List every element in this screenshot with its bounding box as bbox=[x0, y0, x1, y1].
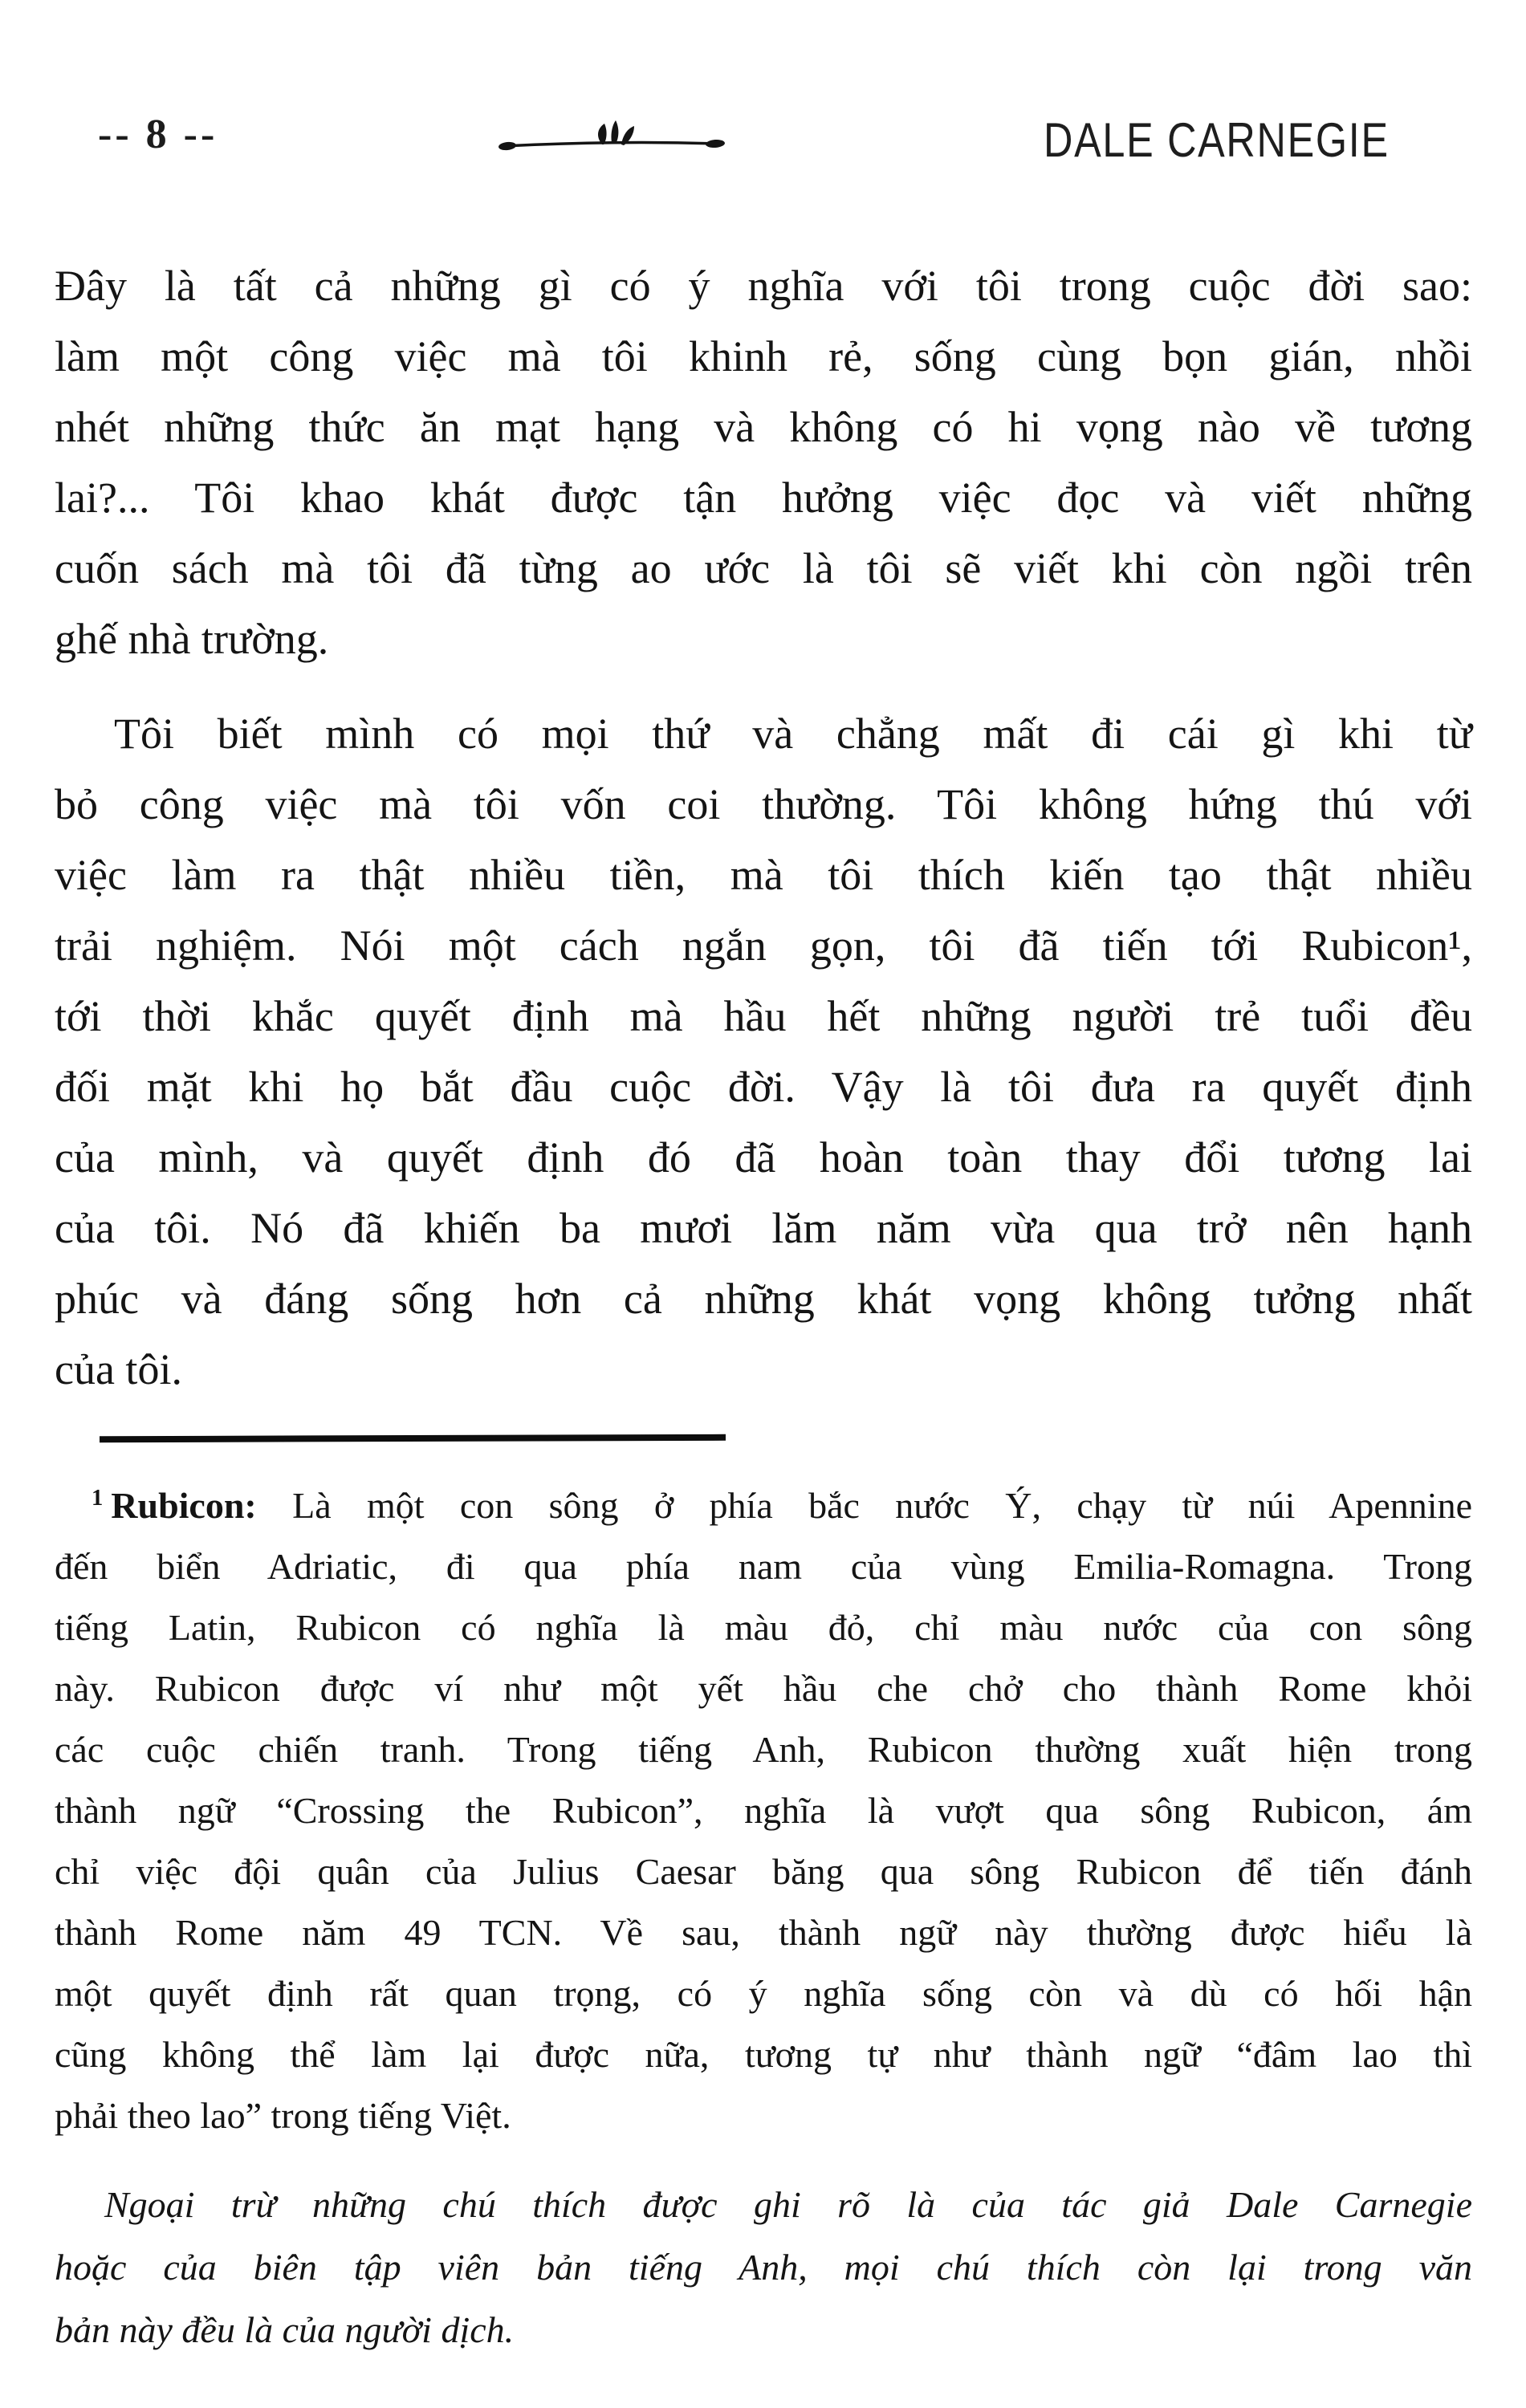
footnote-first-line-text: Là một con sông ở phía bắc nước Ý, chạy từ núi Apennine bbox=[256, 1485, 1472, 1526]
footnote-first-line bbox=[55, 1475, 1472, 1536]
text-line: làm một công việc mà tôi khinh rẻ, sống cùng bọn gián, nhồi bbox=[55, 332, 1472, 380]
text-line: Đây là tất cả những gì có ý nghĩa với tôi trong cuộc đời sao: bbox=[55, 262, 1472, 310]
text-line: bỏ công việc mà tôi vốn coi thường. Tôi không hứng thú với bbox=[55, 780, 1472, 828]
text-line: phải theo lao” trong tiếng Việt. bbox=[55, 2095, 511, 2136]
text-line: Ngoại trừ những chú thích được ghi rõ là của tác giả Dale Carnegie bbox=[104, 2184, 1472, 2225]
text-line: của tôi. bbox=[55, 1345, 182, 1393]
text-line: tiếng Latin, Rubicon có nghĩa là màu đỏ, chỉ màu nước của con sông bbox=[55, 1607, 1472, 1648]
paragraph-2 bbox=[55, 698, 1472, 1405]
text-line: đến biển Adriatic, đi qua phía nam của vùng Emilia-Romagna. Trong bbox=[55, 1546, 1472, 1587]
text-line: các cuộc chiến tranh. Trong tiếng Anh, Rubicon thường xuất hiện trong bbox=[55, 1729, 1472, 1770]
paragraph-1 bbox=[55, 250, 1472, 674]
text-line: một quyết định rất quan trọng, có ý nghĩa sống còn và dù có hối hận bbox=[55, 1973, 1472, 2014]
author-running-head: DALE CARNEGIE bbox=[1044, 113, 1390, 167]
translator-note bbox=[55, 2174, 1472, 2361]
divider-ornament-icon bbox=[496, 119, 729, 161]
footnote bbox=[55, 1475, 1472, 2146]
text-line: bản này đều là của người dịch. bbox=[55, 2309, 515, 2350]
text-column bbox=[55, 250, 1472, 2361]
text-line: lai?... Tôi khao khát được tận hưởng việc đọc và viết những bbox=[55, 474, 1472, 522]
text-line: cũng không thể làm lại được nữa, tương tự như thành ngữ “đâm lao thì bbox=[55, 2034, 1472, 2075]
text-line: trải nghiệm. Nói một cách ngắn gọn, tôi đã tiến tới Rubicon¹, bbox=[55, 921, 1472, 970]
text-line: chỉ việc đội quân của Julius Caesar băng qua sông Rubicon để tiến đánh bbox=[55, 1851, 1472, 1892]
text-line: của mình, và quyết định đó đã hoàn toàn thay đổi tương lai bbox=[55, 1133, 1472, 1182]
text-line: Tôi biết mình có mọi thứ và chẳng mất đi cái gì khi từ bbox=[114, 710, 1472, 758]
page-header bbox=[0, 0, 1526, 209]
text-line: nhét những thức ăn mạt hạng và không có hi vọng nào về tương bbox=[55, 403, 1472, 451]
footnote-divider bbox=[100, 1434, 726, 1442]
text-line: việc làm ra thật nhiều tiền, mà tôi thích kiến tạo thật nhiều bbox=[55, 851, 1472, 899]
text-line: tới thời khắc quyết định mà hầu hết những người trẻ tuổi đều bbox=[55, 992, 1472, 1040]
text-line: này. Rubicon được ví như một yết hầu che chở cho thành Rome khỏi bbox=[55, 1668, 1472, 1709]
text-line: ghế nhà trường. bbox=[55, 615, 329, 663]
footnote-body bbox=[55, 1536, 1472, 2146]
page-number: -- 8 -- bbox=[98, 112, 218, 157]
text-line: của tôi. Nó đã khiến ba mươi lăm năm vừa qua trở nên hạnh bbox=[55, 1204, 1472, 1252]
text-line: cuốn sách mà tôi đã từng ao ước là tôi sẽ viết khi còn ngồi trên bbox=[55, 544, 1472, 592]
text-line: thành ngữ “Crossing the Rubicon”, nghĩa là vượt qua sông Rubicon, ám bbox=[55, 1790, 1472, 1831]
text-line: hoặc của biên tập viên bản tiếng Anh, mọi chú thích còn lại trong văn bbox=[55, 2247, 1472, 2288]
text-line: đối mặt khi họ bắt đầu cuộc đời. Vậy là tôi đưa ra quyết định bbox=[55, 1063, 1472, 1111]
footnote-term: Rubicon: bbox=[111, 1485, 257, 1526]
footnote-marker: 1 bbox=[92, 1485, 104, 1511]
text-line: thành Rome năm 49 TCN. Về sau, thành ngữ này thường được hiểu là bbox=[55, 1912, 1472, 1953]
text-line: phúc và đáng sống hơn cả những khát vọng không tưởng nhất bbox=[55, 1275, 1472, 1323]
